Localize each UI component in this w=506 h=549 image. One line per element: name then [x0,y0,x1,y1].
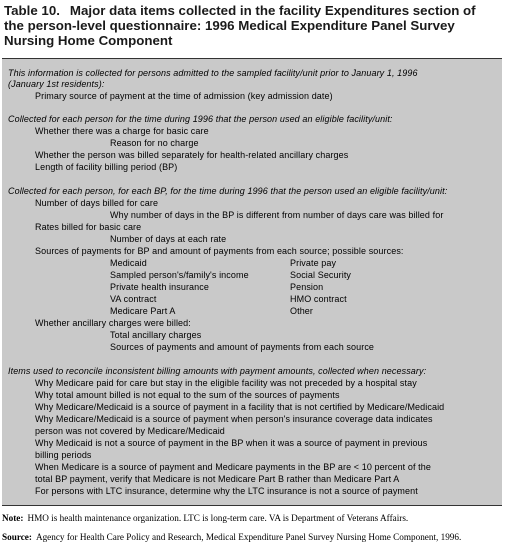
sec4-line-8: When Medicare is a source of payment and Medicare payments in the BP are < 10 percent of the [35,462,431,472]
table-box [2,58,502,506]
source-left-4: VA contract [110,294,157,304]
table-number: Table 10. [4,3,60,18]
sec3-item-4a: Total ancillary charges [110,330,202,340]
table-note [2,513,408,524]
sec2-intro: Collected for each person for the time during 1996 that the person used an eligible facility/unit: [8,114,393,124]
source-text: Agency for Health Care Policy and Research, Medical Expenditure Panel Survey Nursing Home Component, 1996. [35,532,462,542]
sec4-intro: Items used to reconcile inconsistent billing amounts with payment amounts, collected when necessary: [8,366,427,376]
table-source [2,532,461,543]
table-title [4,3,504,48]
sec3-intro: Collected for each person, for each BP, for the time during 1996 that the person used an eligible facility/unit: [8,186,448,196]
sec4-line-10: For persons with LTC insurance, determine why the LTC insurance is not a source of payment [35,486,418,496]
sec2-item-2: Whether the person was billed separately for health-related ancillary charges [35,150,349,160]
source-right-5: Other [290,306,314,316]
sec1-intro-1: This information is collected for persons admitted to the sampled facility/unit prior to January 1, 1996 [8,68,418,78]
sec2-item-3: Length of facility billing period (BP) [35,162,178,172]
source-left-2: Sampled person's/family's income [110,270,249,280]
source-left-5: Medicare Part A [110,306,176,316]
title-line-1: Table 10. Major data items collected in the facility Expenditures section of [4,3,476,18]
sec3-item-1a: Why number of days in the BP is different from number of days care was billed for [110,210,444,220]
sec4-line-1: Why Medicare paid for care but stay in the eligible facility was not preceded by a hospital stay [35,378,417,388]
note-label: Note: [2,513,24,523]
title-line-2: the person-level questionnaire: 1996 Medical Expenditure Panel Survey [4,18,455,33]
sec4-line-6: Why Medicaid is not a source of payment in the BP when it was a source of payment in previous [35,438,428,448]
note-text: HMO is health maintenance organization. LTC is long-term care. VA is Department of Veterans Affairs. [27,513,409,523]
sec3-item-3: Sources of payments for BP and amount of payments from each source; possible sources: [35,246,404,256]
sec4-line-9: total BP payment, verify that Medicare is not Medicare Part B rather than Medicare Part A [35,474,400,484]
sec4-line-7: billing periods [35,450,92,460]
sec4-line-5: person was not covered by Medicare/Medicaid [35,426,225,436]
sec3-item-4: Whether ancillary charges were billed: [35,318,191,328]
sec4-line-4: Why Medicare/Medicaid is a source of payment when person's insurance coverage data indicates [35,414,433,424]
source-label: Source: [2,532,32,542]
sec3-item-2a: Number of days at each rate [110,234,227,244]
sec4-line-2: Why total amount billed is not equal to the sum of the sources of payments [35,390,340,400]
source-right-4: HMO contract [290,294,347,304]
sec4-line-3: Why Medicare/Medicaid is a source of payment in a facility that is not certified by Medicare/Medicaid [35,402,445,412]
sec1-item-1: Primary source of payment at the time of admission (key admission date) [35,91,333,101]
source-left-3: Private health insurance [110,282,209,292]
source-left-1: Medicaid [110,258,147,268]
sec2-item-1: Whether there was a charge for basic care [35,126,209,136]
sec1-intro-2: (January 1st residents): [8,79,105,89]
sec3-item-4b: Sources of payments and amount of payments from each source [110,342,375,352]
source-right-3: Pension [290,282,324,292]
title-line-3: Nursing Home Component [4,33,173,48]
sec3-item-2: Rates billed for basic care [35,222,142,232]
sec3-item-1: Number of days billed for care [35,198,159,208]
source-right-1: Private pay [290,258,337,268]
source-right-2: Social Security [290,270,352,280]
sec2-item-1a: Reason for no charge [110,138,199,148]
